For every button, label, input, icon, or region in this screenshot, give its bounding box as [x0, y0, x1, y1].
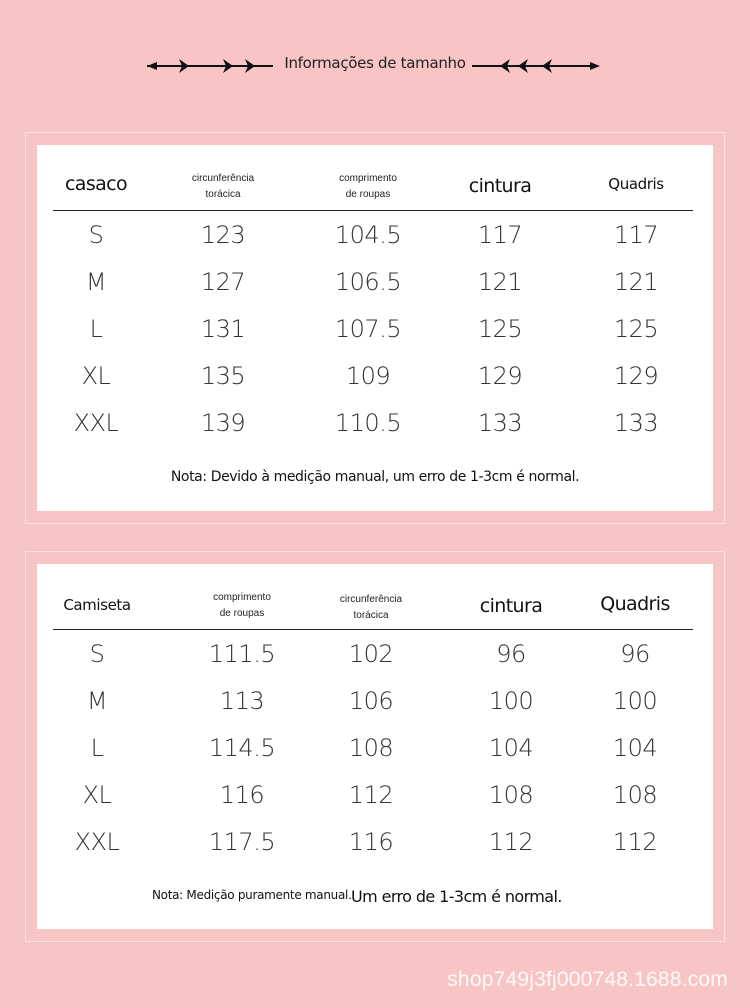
measurement-cell: 110.5	[334, 409, 402, 437]
table-row	[37, 266, 713, 313]
measurement-cell: 135	[200, 362, 246, 390]
measurement-cell: 112	[612, 828, 658, 856]
size-label-cell: XL	[81, 362, 111, 390]
column-header: circunferência torácica	[339, 594, 403, 621]
column-header: cintura	[468, 175, 532, 197]
column-header: Quadris	[608, 175, 664, 193]
measurement-cell: 133	[613, 409, 659, 437]
table-note-part1: Nota: Medição puramente manual.	[152, 888, 352, 902]
size-label-cell: L	[89, 315, 103, 343]
size-label-cell: L	[90, 734, 104, 762]
column-header: comprimento de roupas	[213, 592, 271, 619]
column-header: Camiseta	[63, 596, 131, 614]
table-row	[37, 779, 713, 826]
size-table-tshirt-frame	[25, 551, 725, 942]
table-note-part2: Um erro de 1-3cm é normal.	[351, 887, 562, 906]
measurement-cell: 104	[488, 734, 534, 762]
measurement-cell: 139	[200, 409, 246, 437]
measurement-cell: 131	[200, 315, 246, 343]
measurement-cell: 133	[477, 409, 523, 437]
measurement-cell: 127	[200, 268, 246, 296]
table-header	[37, 145, 713, 211]
watermark-text: shop749j3fj000748.1688.com	[447, 968, 728, 991]
table-row	[37, 732, 713, 779]
measurement-cell: 112	[348, 781, 394, 809]
column-header: Quadris	[600, 593, 670, 615]
table-note: Nota: Devido à medição manual, um erro de 1-3cm é normal.	[170, 469, 580, 485]
measurement-cell: 117	[613, 221, 659, 249]
size-table-coat	[37, 145, 713, 511]
measurement-cell: 129	[477, 362, 523, 390]
table-row	[37, 638, 713, 685]
measurement-cell: 109	[345, 362, 391, 390]
measurement-cell: 113	[219, 687, 265, 715]
measurement-cell: 108	[348, 734, 394, 762]
measurement-cell: 117	[477, 221, 523, 249]
column-header: circunferência torácica	[191, 173, 255, 200]
table-header	[37, 564, 713, 630]
measurement-cell: 121	[477, 268, 523, 296]
table-row	[37, 685, 713, 732]
header-divider	[53, 629, 693, 630]
size-label-cell: M	[85, 268, 107, 296]
measurement-cell: 104	[612, 734, 658, 762]
measurement-cell: 100	[612, 687, 658, 715]
measurement-cell: 116	[348, 828, 394, 856]
measurement-cell: 125	[477, 315, 523, 343]
size-table-tshirt	[37, 564, 713, 929]
measurement-cell: 100	[488, 687, 534, 715]
measurement-cell: 114.5	[208, 734, 276, 762]
measurement-cell: 129	[613, 362, 659, 390]
section-header	[0, 48, 750, 84]
measurement-cell: 104.5	[334, 221, 402, 249]
table-row	[37, 219, 713, 266]
measurement-cell: 123	[200, 221, 246, 249]
measurement-cell: 96	[496, 640, 526, 668]
measurement-cell: 107.5	[334, 315, 402, 343]
size-label-cell: S	[88, 221, 104, 249]
table-row	[37, 826, 713, 873]
column-header: casaco	[64, 173, 128, 195]
decorative-arrow-right-icon	[470, 56, 602, 76]
measurement-cell: 116	[219, 781, 265, 809]
measurement-cell: 108	[488, 781, 534, 809]
page-title: Informações de tamanho	[284, 54, 466, 72]
size-label-cell: XL	[82, 781, 112, 809]
size-label-cell: XXL	[73, 409, 119, 437]
size-label-cell: XXL	[74, 828, 120, 856]
size-label-cell: M	[86, 687, 108, 715]
table-row	[37, 407, 713, 454]
measurement-cell: 96	[620, 640, 650, 668]
measurement-cell: 125	[613, 315, 659, 343]
measurement-cell: 108	[612, 781, 658, 809]
size-table-coat-frame	[25, 132, 725, 524]
column-header: cintura	[479, 595, 543, 617]
measurement-cell: 106.5	[334, 268, 402, 296]
measurement-cell: 121	[613, 268, 659, 296]
measurement-cell: 117.5	[208, 828, 276, 856]
measurement-cell: 102	[348, 640, 394, 668]
size-label-cell: S	[89, 640, 105, 668]
column-header: comprimento de roupas	[339, 173, 397, 200]
table-row	[37, 313, 713, 360]
measurement-cell: 106	[348, 687, 394, 715]
header-divider	[53, 210, 693, 211]
table-row	[37, 360, 713, 407]
measurement-cell: 112	[488, 828, 534, 856]
measurement-cell: 111.5	[208, 640, 276, 668]
